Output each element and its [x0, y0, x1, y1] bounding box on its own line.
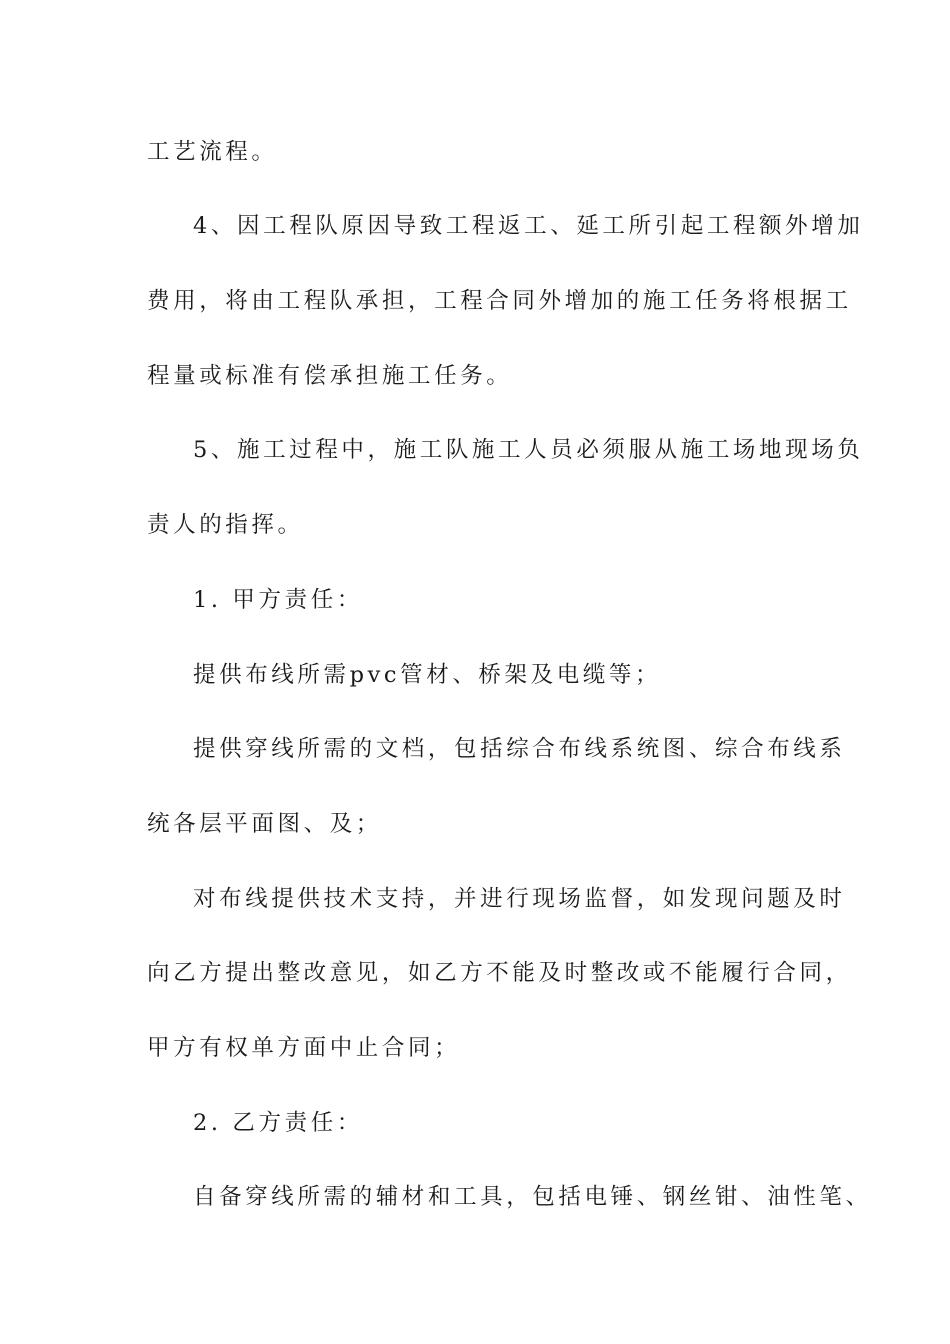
party-a-item-3-line-3: 甲方有权单方面中止合同； — [147, 1035, 461, 1061]
party-a-item-2-line-1: 提供穿线所需的文档，包括综合布线系统图、综合布线系 — [193, 736, 846, 762]
party-a-item-2-line-2: 统各层平面图、及； — [147, 811, 382, 837]
clause-5-line-2: 责人的指挥。 — [147, 512, 304, 538]
clause-4-line-1: 4、因工程队原因导致工程返工、延工所引起工程额外增加 — [193, 213, 864, 239]
text-line-process-end: 工艺流程。 — [147, 139, 278, 165]
party-b-heading: 2. 乙方责任： — [193, 1110, 363, 1136]
party-a-item-1: 提供布线所需pvc管材、桥架及电缆等； — [193, 662, 662, 688]
party-a-item-3-line-2: 向乙方提出整改意见，如乙方不能及时整改或不能履行合同， — [147, 960, 852, 986]
party-a-item-3-line-1: 对布线提供技术支持，并进行现场监督，如发现问题及时 — [193, 886, 846, 912]
clause-5-line-1: 5、施工过程中，施工队施工人员必须服从施工场地现场负 — [193, 437, 864, 463]
clause-4-line-3: 程量或标准有偿承担施工任务。 — [147, 363, 513, 389]
clause-4-line-2: 费用，将由工程队承担，工程合同外增加的施工任务将根据工 — [147, 288, 852, 314]
party-a-heading: 1. 甲方责任： — [193, 587, 363, 613]
party-b-item-1: 自备穿线所需的辅材和工具，包括电锤、钢丝钳、油性笔、 — [193, 1184, 872, 1210]
